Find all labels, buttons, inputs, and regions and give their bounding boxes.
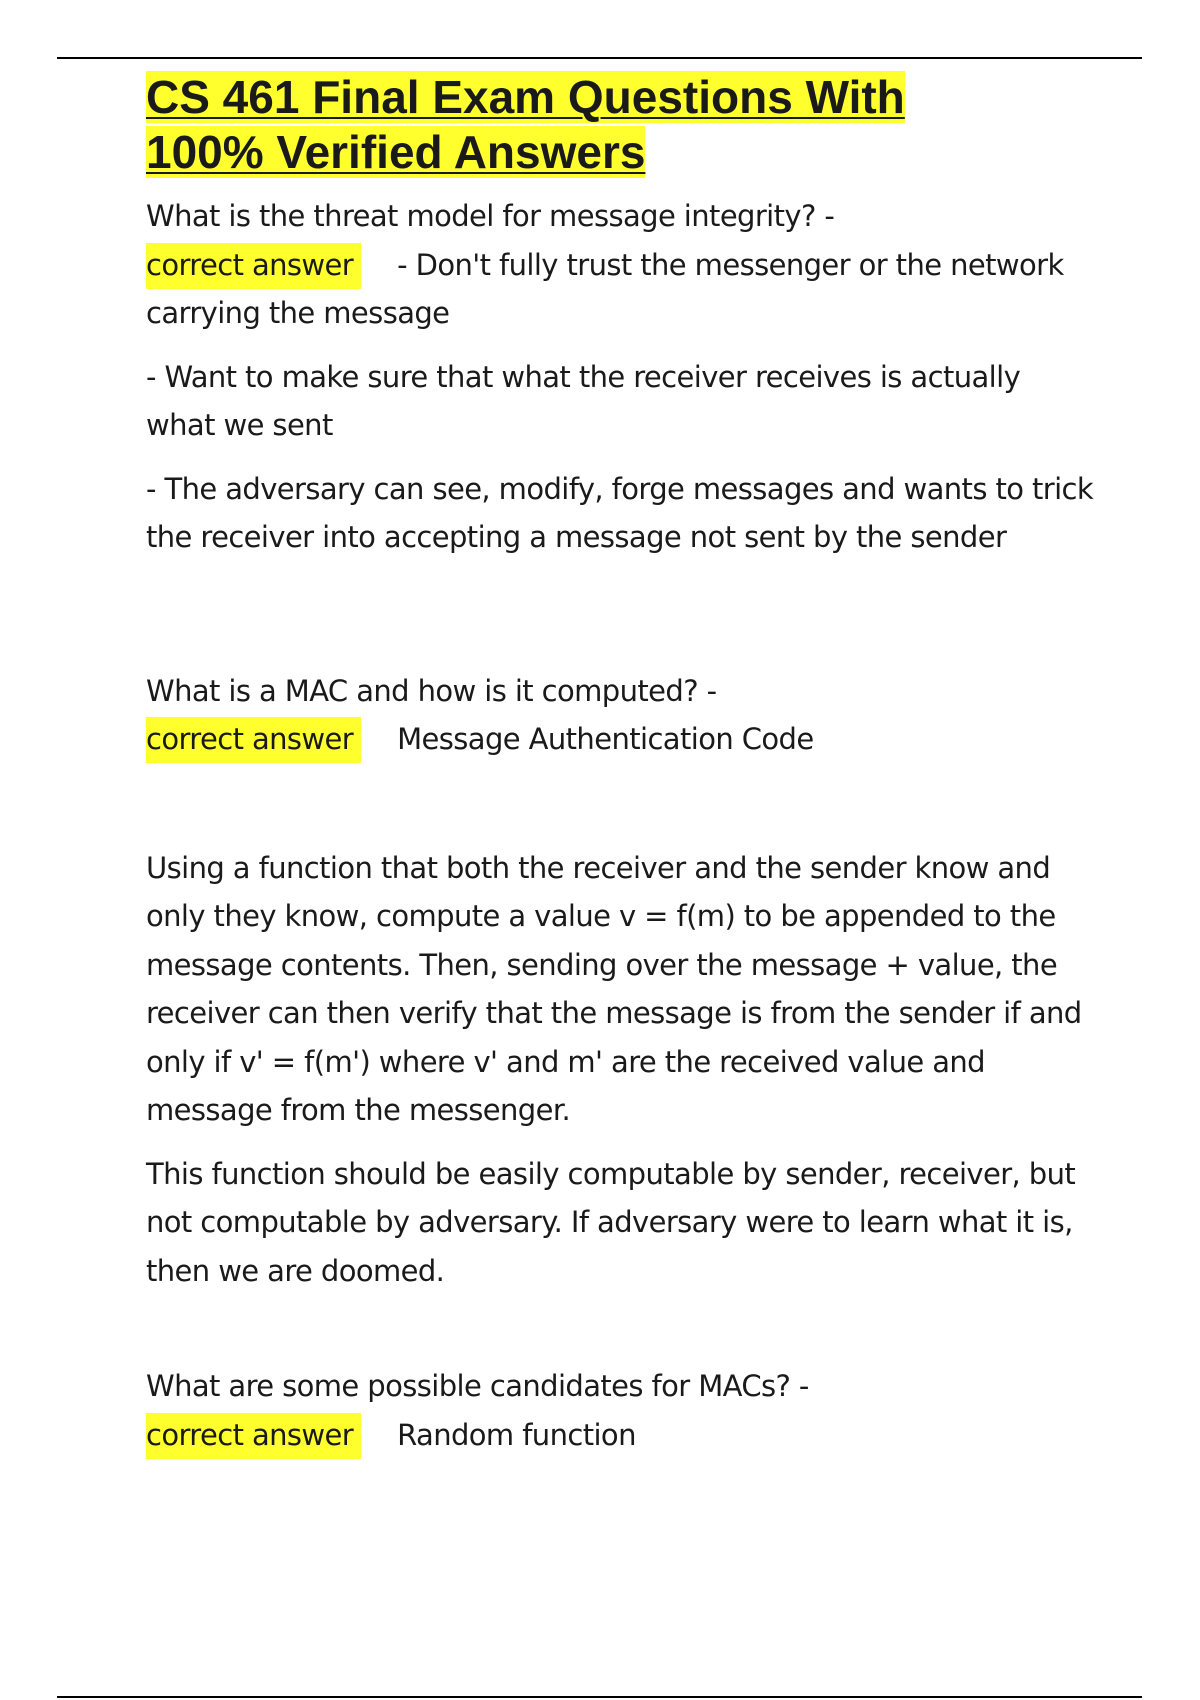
answer-3-line — [146, 1411, 1096, 1460]
answer-2-paragraph-1: Using a function that both the receiver and the sender know and only they know, compute a value v = f(m) to be appended to the message contents. Then, sending over the message + value, the receiver can then verify that the message is from the sender if and only if v' = f(m') where v' and m' are the received value and message from the messenger. — [146, 850, 1082, 1127]
question-1: What is the threat model for message integrity? - — [146, 199, 835, 233]
answer-1-line — [146, 241, 1096, 290]
question-2: What is a MAC and how is it computed? - — [146, 673, 717, 708]
answer-1-continuation: carrying the message — [146, 296, 450, 330]
answer-2-line — [146, 715, 1096, 764]
answer-2-paragraph-2: This function should be easily computable by sender, receiver, but not computable by adversary. If adversary were to learn what it is, then we are doomed. — [146, 1156, 1076, 1288]
title-line-1: CS 461 Final Exam Questions With — [146, 71, 905, 123]
correct-answer-badge: correct answer — [146, 717, 361, 763]
answer-2-text: Message Authentication Code — [397, 722, 814, 756]
question-3: What are some possible candidates for MACs? - — [146, 1369, 809, 1403]
answer-1-paragraph-1: - Want to make sure that what the receiver receives is actually what we sent — [146, 359, 1021, 442]
document-body — [146, 70, 1096, 1459]
answer-1-text: - Don't fully trust the messenger or the network — [397, 247, 1064, 282]
document-title — [146, 70, 1096, 180]
answer-1-paragraph-2: - The adversary can see, modify, forge messages and wants to trick the receiver into accepting a message not sent by the sender — [146, 471, 1094, 554]
correct-answer-badge: correct answer — [146, 243, 361, 289]
top-rule — [57, 57, 1142, 59]
answer-3-text: Random function — [397, 1417, 636, 1452]
title-line-2: 100% Verified Answers — [146, 126, 646, 178]
correct-answer-badge: correct answer — [146, 1413, 361, 1459]
bottom-rule — [57, 1696, 1142, 1698]
